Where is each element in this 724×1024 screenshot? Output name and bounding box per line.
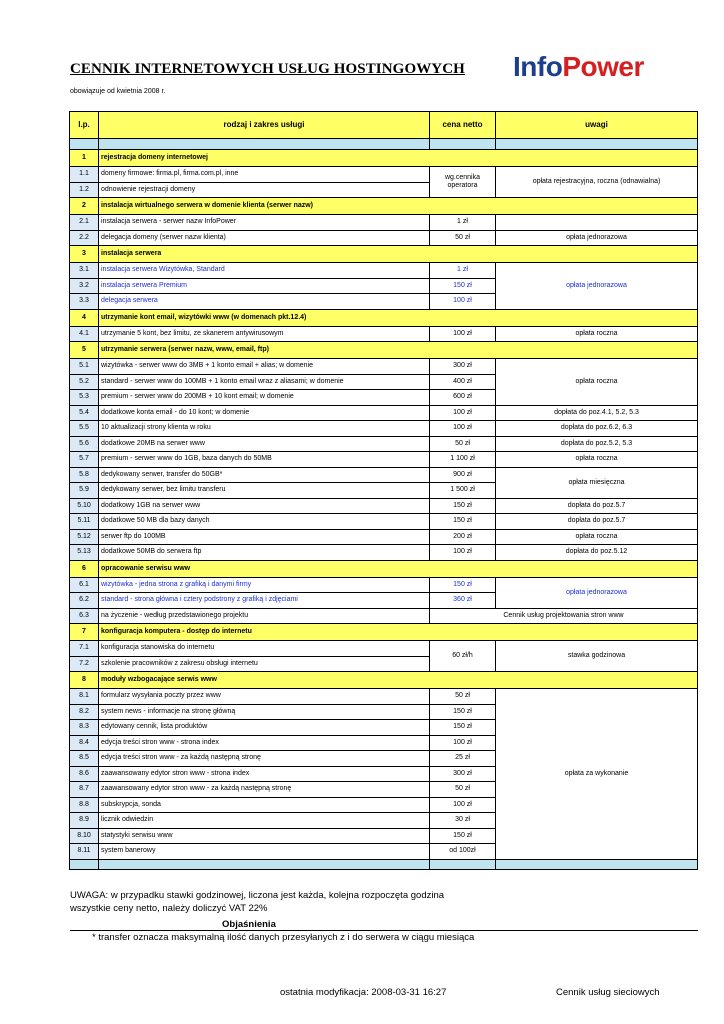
table-row xyxy=(70,326,698,342)
row-price: 100 zł xyxy=(430,326,496,342)
col-header-service: rodzaj i zakres usługi xyxy=(99,112,430,139)
section-row xyxy=(70,198,698,215)
row-desc: odnowienie rejestracji domeny xyxy=(99,182,430,198)
col-header-lp: l.p. xyxy=(70,112,99,139)
row-note: opłata roczna xyxy=(496,529,698,545)
row-lp: 8.7 xyxy=(70,782,99,798)
row-lp: 5.12 xyxy=(70,529,99,545)
row-lp: 6.2 xyxy=(70,593,99,609)
row-price: 1 100 zł xyxy=(430,452,496,468)
row-desc: dedykowany serwer, transfer do 50GB* xyxy=(99,467,430,483)
row-desc: dodatkowe 50 MB dla bazy danych xyxy=(99,514,430,530)
row-desc: szkolenie pracowników z zakresu obsługi internetu xyxy=(99,656,430,672)
row-lp: 8.6 xyxy=(70,766,99,782)
table-footer-band xyxy=(70,859,698,869)
row-price: 100 zł xyxy=(430,421,496,437)
row-note: stawka godzinowa xyxy=(496,641,698,672)
row-price: 50 zł xyxy=(430,436,496,452)
table-header-row xyxy=(70,112,698,139)
row-lp: 8.8 xyxy=(70,797,99,813)
row-lp: 6.3 xyxy=(70,608,99,624)
row-desc: konfiguracja stanowiska do internetu xyxy=(99,641,430,657)
row-desc: premium - serwer www do 200MB + 10 kont email; w domenie xyxy=(99,390,430,406)
logo-power-text: Power xyxy=(562,51,644,82)
row-lp: 3.1 xyxy=(70,263,99,279)
row-desc: subskrypcja, sonda xyxy=(99,797,430,813)
row-desc: dedykowany serwer, bez limitu transferu xyxy=(99,483,430,499)
section-title: utrzymanie serwera (serwer nazw, www, email, ftp) xyxy=(99,342,698,359)
row-lp: 6.1 xyxy=(70,577,99,593)
section-number: 7 xyxy=(70,624,99,641)
table-row xyxy=(70,689,698,705)
section-title: instalacja serwera xyxy=(99,246,698,263)
section-title: konfiguracja komputera - dostęp do internetu xyxy=(99,624,698,641)
page-title: CENNIK INTERNETOWYCH USŁUG HOSTINGOWYCH xyxy=(70,61,465,77)
row-desc: edytowany cennik, lista produktów xyxy=(99,720,430,736)
row-note: dopłata do poz.5.7 xyxy=(496,514,698,530)
section-row xyxy=(70,309,698,326)
row-lp: 8.3 xyxy=(70,720,99,736)
row-desc: delegacja domeny (serwer nazw klienta) xyxy=(99,230,430,246)
row-price: wg.cennika operatora xyxy=(430,167,496,198)
row-note: dopłata do poz.5.12 xyxy=(496,545,698,561)
row-note: opłata jednorazowa xyxy=(496,263,698,310)
row-lp: 5.3 xyxy=(70,390,99,406)
row-desc: domeny firmowe: firma.pl, firma.com.pl, inne xyxy=(99,167,430,183)
section-title: rejestracja domeny internetowej xyxy=(99,150,698,167)
row-price: 50 zł xyxy=(430,230,496,246)
row-desc: dodatkowe 50MB do serwera ftp xyxy=(99,545,430,561)
section-row xyxy=(70,624,698,641)
section-row xyxy=(70,246,698,263)
row-desc: zaawansowany edytor stron www - strona index xyxy=(99,766,430,782)
row-desc: dodatkowe konta email - do 10 kont; w domenie xyxy=(99,405,430,421)
row-desc: instalacja serwera - serwer nazw InfoPower xyxy=(99,215,430,231)
row-price: 200 zł xyxy=(430,529,496,545)
row-note: opłata jednorazowa xyxy=(496,230,698,246)
section-number: 2 xyxy=(70,198,99,215)
row-lp: 7.2 xyxy=(70,656,99,672)
row-desc: serwer ftp do 100MB xyxy=(99,529,430,545)
table-row xyxy=(70,230,698,246)
row-price: 150 zł xyxy=(430,720,496,736)
row-note: Cennik usług projektowania stron www xyxy=(430,608,698,624)
row-price: 50 zł xyxy=(430,782,496,798)
table-row xyxy=(70,529,698,545)
validity-note: obowiązuje od kwietnia 2008 r. xyxy=(70,88,166,95)
section-title: opracowanie serwisu www xyxy=(99,560,698,577)
row-lp: 5.6 xyxy=(70,436,99,452)
row-desc: system news - informacje na stronę główną xyxy=(99,704,430,720)
row-price: 150 zł xyxy=(430,514,496,530)
section-row xyxy=(70,672,698,689)
row-lp: 1.1 xyxy=(70,167,99,183)
row-lp: 8.11 xyxy=(70,844,99,860)
spacer-row xyxy=(70,139,698,150)
row-note: dopłata do poz.4.1, 5.2, 5.3 xyxy=(496,405,698,421)
row-note: opłata roczna xyxy=(496,359,698,406)
row-price: 1 zł xyxy=(430,215,496,231)
section-row xyxy=(70,560,698,577)
row-note: opłata rejestracyjna, roczna (odnawialna) xyxy=(496,167,698,198)
table-row xyxy=(70,405,698,421)
row-lp: 5.13 xyxy=(70,545,99,561)
row-note: opłata za wykonanie xyxy=(496,689,698,860)
table-row xyxy=(70,577,698,593)
row-lp: 5.8 xyxy=(70,467,99,483)
row-lp: 3.3 xyxy=(70,294,99,310)
table-row xyxy=(70,514,698,530)
table-row xyxy=(70,545,698,561)
row-lp: 2.2 xyxy=(70,230,99,246)
row-desc: licznik odwiedzin xyxy=(99,813,430,829)
row-price: 360 zł xyxy=(430,593,496,609)
table-row xyxy=(70,452,698,468)
table-row xyxy=(70,498,698,514)
col-header-price: cena netto xyxy=(430,112,496,139)
row-lp: 8.4 xyxy=(70,735,99,751)
row-price: 60 zł/h xyxy=(430,641,496,672)
warning-line-2: wszystkie ceny netto, należy doliczyć VAT 22% xyxy=(70,902,268,914)
row-price: 25 zł xyxy=(430,751,496,767)
section-number: 5 xyxy=(70,342,99,359)
row-desc: 10 aktualizacji strony klienta w roku xyxy=(99,421,430,437)
row-price: 100 zł xyxy=(430,797,496,813)
row-desc: formularz wysyłania poczty przez www xyxy=(99,689,430,705)
row-desc: edycja treści stron www - za każdą następną stronę xyxy=(99,751,430,767)
row-lp: 5.2 xyxy=(70,374,99,390)
row-price: 600 zł xyxy=(430,390,496,406)
row-lp: 5.10 xyxy=(70,498,99,514)
row-lp: 8.10 xyxy=(70,828,99,844)
row-lp: 5.1 xyxy=(70,359,99,375)
row-price: 900 zł xyxy=(430,467,496,483)
section-number: 6 xyxy=(70,560,99,577)
row-note: dopłata do poz.5.7 xyxy=(496,498,698,514)
table-row xyxy=(70,215,698,231)
row-price: 150 zł xyxy=(430,828,496,844)
row-lp: 1.2 xyxy=(70,182,99,198)
section-row xyxy=(70,150,698,167)
table-row xyxy=(70,421,698,437)
section-number: 8 xyxy=(70,672,99,689)
section-number: 1 xyxy=(70,150,99,167)
row-desc: instalacja serwera Wizytówka, Standard xyxy=(99,263,430,279)
document-name: Cennik usług sieciowych xyxy=(556,987,660,998)
explanations-heading: Objaśnienia xyxy=(222,919,276,930)
infopower-logo xyxy=(513,50,644,84)
table-row xyxy=(70,608,698,624)
row-note: opłata jednorazowa xyxy=(496,577,698,608)
row-lp: 5.7 xyxy=(70,452,99,468)
row-desc: dodatkowy 1GB na serwer www xyxy=(99,498,430,514)
section-title: moduły wzbogacające serwis www xyxy=(99,672,698,689)
row-price: 100 zł xyxy=(430,545,496,561)
row-lp: 7.1 xyxy=(70,641,99,657)
explanations-text: * transfer oznacza maksymalną ilość danych przesyłanych z i do serwera w ciągu miesiąca xyxy=(92,932,475,943)
row-desc: statystyki serwisu www xyxy=(99,828,430,844)
price-table xyxy=(69,111,698,870)
row-desc: utrzymanie 5 kont, bez limitu, ze skanerem antywirusowym xyxy=(99,326,430,342)
section-title: utrzymanie kont email, wizytówki www (w domenach pkt.12.4) xyxy=(99,309,698,326)
row-lp: 5.4 xyxy=(70,405,99,421)
row-desc: premium - serwer www do 1GB, baza danych do 50MB xyxy=(99,452,430,468)
logo-info-text: Info xyxy=(513,51,563,82)
row-desc: na życzenie - według przedstawionego projektu xyxy=(99,608,430,624)
row-note: opłata miesięczna xyxy=(496,467,698,498)
row-price: od 100zł xyxy=(430,844,496,860)
row-desc: system banerowy xyxy=(99,844,430,860)
row-desc: delegacja serwera xyxy=(99,294,430,310)
row-lp: 4.1 xyxy=(70,326,99,342)
row-price: 400 zł xyxy=(430,374,496,390)
row-note: dopłata do poz.6.2, 6.3 xyxy=(496,421,698,437)
row-lp: 5.5 xyxy=(70,421,99,437)
row-note: dopłata do poz.5.2, 5.3 xyxy=(496,436,698,452)
col-header-notes: uwagi xyxy=(496,112,698,139)
row-desc: edycja treści stron www - strona index xyxy=(99,735,430,751)
row-price: 1 zł xyxy=(430,263,496,279)
last-modified: ostatnia modyfikacja: 2008-03-31 16:27 xyxy=(280,987,447,998)
table-row xyxy=(70,359,698,375)
row-price: 300 zł xyxy=(430,359,496,375)
row-price: 30 zł xyxy=(430,813,496,829)
explanations-divider xyxy=(70,930,698,931)
warning-line-1: UWAGA: w przypadku stawki godzinowej, liczona jest każda, kolejna rozpoczęta godzina xyxy=(70,890,445,901)
row-price: 50 zł xyxy=(430,689,496,705)
row-lp: 8.2 xyxy=(70,704,99,720)
row-desc: standard - strona główna i cztery podstrony z grafiką i zdjęciami xyxy=(99,593,430,609)
section-number: 4 xyxy=(70,309,99,326)
row-lp: 8.1 xyxy=(70,689,99,705)
row-note: opłata roczna xyxy=(496,452,698,468)
table-row xyxy=(70,436,698,452)
table-row xyxy=(70,641,698,657)
row-price: 150 zł xyxy=(430,704,496,720)
row-price: 150 zł xyxy=(430,278,496,294)
section-title: instalacja wirtualnego serwera w domenie klienta (serwer nazw) xyxy=(99,198,698,215)
row-desc: instalacja serwera Premium xyxy=(99,278,430,294)
row-lp: 5.9 xyxy=(70,483,99,499)
section-number: 3 xyxy=(70,246,99,263)
row-lp: 3.2 xyxy=(70,278,99,294)
row-lp: 2.1 xyxy=(70,215,99,231)
row-desc: wizytówka - serwer www do 3MB + 1 konto email + alias; w domenie xyxy=(99,359,430,375)
row-price: 100 zł xyxy=(430,735,496,751)
row-lp: 8.5 xyxy=(70,751,99,767)
row-price: 150 zł xyxy=(430,498,496,514)
table-row xyxy=(70,167,698,183)
row-note: opłata roczna xyxy=(496,326,698,342)
row-note xyxy=(496,215,698,231)
row-price: 300 zł xyxy=(430,766,496,782)
row-desc: zaawansowany edytor stron www - za każdą następną stronę xyxy=(99,782,430,798)
section-row xyxy=(70,342,698,359)
table-row xyxy=(70,263,698,279)
row-price: 150 zł xyxy=(430,577,496,593)
row-desc: dodatkowe 20MB na serwer www xyxy=(99,436,430,452)
table-row xyxy=(70,467,698,483)
row-lp: 5.11 xyxy=(70,514,99,530)
row-lp: 8.9 xyxy=(70,813,99,829)
row-price: 100 zł xyxy=(430,405,496,421)
warning-note xyxy=(70,890,444,915)
row-price: 100 zł xyxy=(430,294,496,310)
row-desc: wizytówka - jedna strona z grafiką i danymi firmy xyxy=(99,577,430,593)
row-desc: standard - serwer www do 100MB + 1 konto email wraz z aliasami; w domenie xyxy=(99,374,430,390)
row-price: 1 500 zł xyxy=(430,483,496,499)
